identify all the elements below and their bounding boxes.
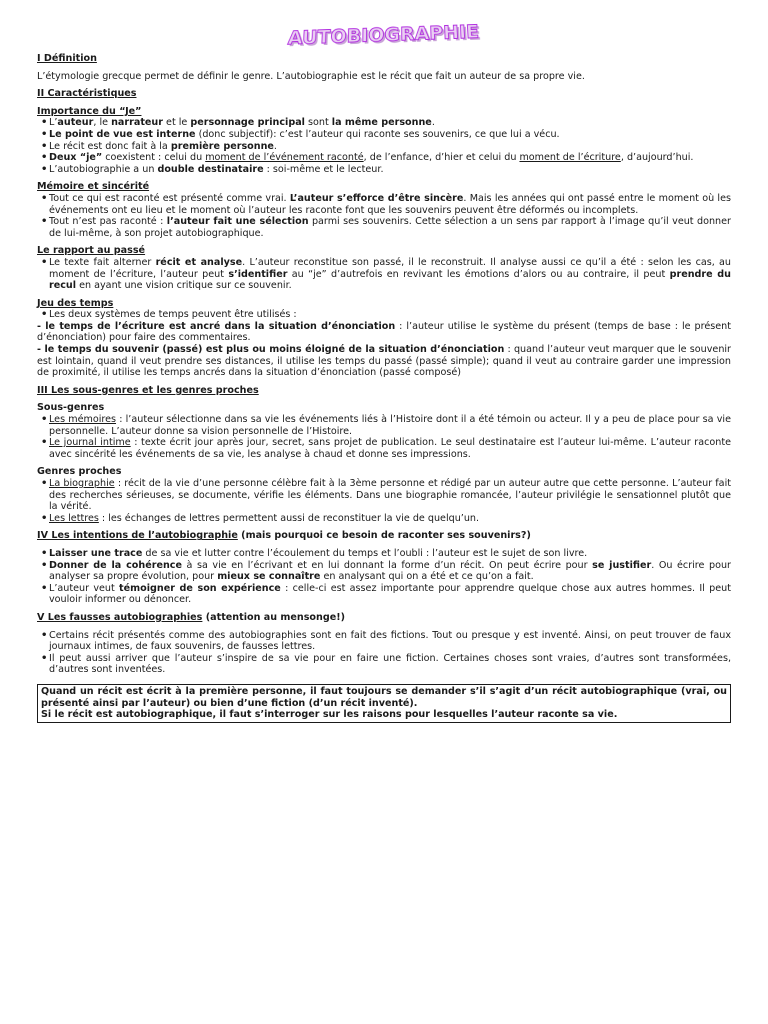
conclusion-box [37,684,731,723]
bullet-premiere-personne: • Le récit est donc fait à la première personne. [37,141,731,153]
title-wordart [0,20,768,50]
section-heading-sous-genres: III Les sous-genres et les genres proches [37,384,259,396]
section-heading-fausses: V Les fausses autobiographies (attention au mensonge!) [37,611,345,623]
conclusion-line-2: Si le récit est autobiographique, il faut s’interroger sur les raisons pour lesquelles l’auteur raconte sa vie. [41,709,618,721]
bullet-sincere: • Tout ce qui est raconté est présenté comme vrai. L’auteur s’efforce d’être sincère. Mais les années qui ont passé entre le moment où les événements ont eu lieu et le moment où l’auteur les raconte font que les souvenirs peuvent être déformés ou incomplets. [37,193,731,216]
bullet-recit-analyse: • Le texte fait alterner récit et analyse. L’auteur reconstitue son passé, il le reconstruit. Il analyse aussi ce qu’il a été : selon les cas, au moment de l’écriture, l’auteur peut s’identifier au “je” d’autrefois en revivant les émotions d’alors ou au contraire, il peut prendre du recul en ayant une vision critique sur ce souvenir. [37,257,731,292]
bullet-coherence: • Donner de la cohérence à sa vie en l’écrivant et en lui donnant la forme d’un récit. On peut écrire pour se justifier. Ou écrire pour analyser sa propre évolution, pour mieux se connaître en analysant qui on a été et ce qu’on a fait. [37,560,731,583]
page-title: AUTOBIOGRAPHIE [287,20,481,50]
bullet-double-destinataire: • L’autobiographie a un double destinataire : soi-même et le lecteur. [37,164,731,176]
bullet-journal-intime: • Le journal intime : texte écrit jour après jour, secret, sans projet de publication. Le seul destinataire est l’auteur lui-même. L’auteur raconte avec sincérité les événements de sa vie, les analyse à chaud et donne ses impressions. [37,437,731,460]
dash-temps-souvenir: - le temps du souvenir (passé) est plus ou moins éloigné de la situation d’énonciation : quand l’auteur veut marquer que le souvenir est lointain, quand il veut prendre ses distances, il utilise les temps du passé (passé simple); quand il veut au contraire garder une impression de proximité, il utilise les temps ancrés dans la situation d’énonciation (passé composé) [37,344,732,379]
subheading-importance-je: Importance du “Je” [37,105,142,117]
bullet-fictions: • Certains récit présentés comme des autobiographies sont en fait des fictions. Tout ou presque y est inventé. Ainsi, on peut trouver de faux journaux intimes, de faux souvenirs, de fausses lettres. [37,630,731,653]
bullet-lettres: • Les lettres : les échanges de lettres permettent aussi de reconstituer la vie de quelqu’un. [37,513,731,525]
subheading-rapport-passe: Le rapport au passé [37,245,146,257]
bullet-selection: • Tout n’est pas raconté : l’auteur fait une sélection parmi ses souvenirs. Cette sélection a un sens par rapport à l’image qu’il veut donner de lui-même, à son projet autobiographique. [37,216,731,239]
definition-text: L’étymologie grecque permet de définir le genre. L’autobiographie est le récit que fait un auteur de sa propre vie. [37,70,585,82]
bullet-inspiration: • Il peut aussi arriver que l’auteur s’inspire de sa vie pour en faire une fiction. Certaines choses sont vraies, d’autres sont transformées, d’autres sont inventées. [37,653,731,676]
subheading-sous-genres: Sous-genres [37,402,105,414]
dash-temps-ecriture: - le temps de l’écriture est ancré dans la situation d’énonciation : l’auteur utilise le système du présent (temps de base : le présent d’énonciation) pour faire des commentaires. [37,320,731,344]
section-heading-caracteristiques: II Caractéristiques [37,88,137,100]
bullet-biographie: • La biographie : récit de la vie d’une personne célèbre fait à la 3ème personne et rédigé par un auteur autre que cette personne. L’auteur fait des recherches sérieuses, se documente, vérifie les éléments. Dans une biographie romancée, l’auteur privilégie le sensationnel plutôt que la vérité. [37,478,731,513]
bullet-point-de-vue: • Le point de vue est interne (donc subjectif): c’est l’auteur qui raconte ses souvenirs, ce que lui a vécu. [37,129,731,141]
conclusion-line-1: Quand un récit est écrit à la première personne, il faut toujours se demander s’il s’agit d’un récit autobiographique (vrai, ou présenté ainsi par l’auteur) ou bien d’une fiction (d’un récit inventé). [41,685,727,709]
subheading-memoire-sincerite: Mémoire et sincérité [37,181,150,193]
bullet-deux-je: • Deux “je” coexistent : celui du moment de l’événement raconté, de l’enfance, d’hier et celui du moment de l’écriture, d’aujourd’hui. [37,152,731,164]
bullet-deux-systemes: • Les deux systèmes de temps peuvent être utilisés : [37,309,731,321]
subheading-genres-proches: Genres proches [37,466,122,478]
bullet-laisser-trace: • Laisser une trace de sa vie et lutter contre l’écoulement du temps et l’oubli : l’auteur est le sujet de son livre. [37,548,731,560]
section-heading-intentions: IV Les intentions de l’autobiographie (mais pourquoi ce besoin de raconter ses souvenirs?) [37,530,531,542]
bullet-auteur-narrateur: • L’auteur, le narrateur et le personnage principal sont la même personne. [37,117,731,129]
bullet-memoires: • Les mémoires : l’auteur sélectionne dans sa vie les événements liés à l’Histoire dont il a été témoin ou acteur. Il y a peu de place pour sa vie personnelle. L’auteur donne sa vision personnelle de l’Histoire. [37,414,731,437]
document-body [37,53,731,723]
section-heading-definition: I Définition [37,53,97,64]
bullet-temoigner: • L’auteur veut témoigner de son expérience : celle-ci est assez importante pour apprendre quelque chose aux autres hommes. Il peut vouloir informer ou dénoncer. [37,583,731,606]
subheading-jeu-des-temps: Jeu des temps [37,297,114,309]
